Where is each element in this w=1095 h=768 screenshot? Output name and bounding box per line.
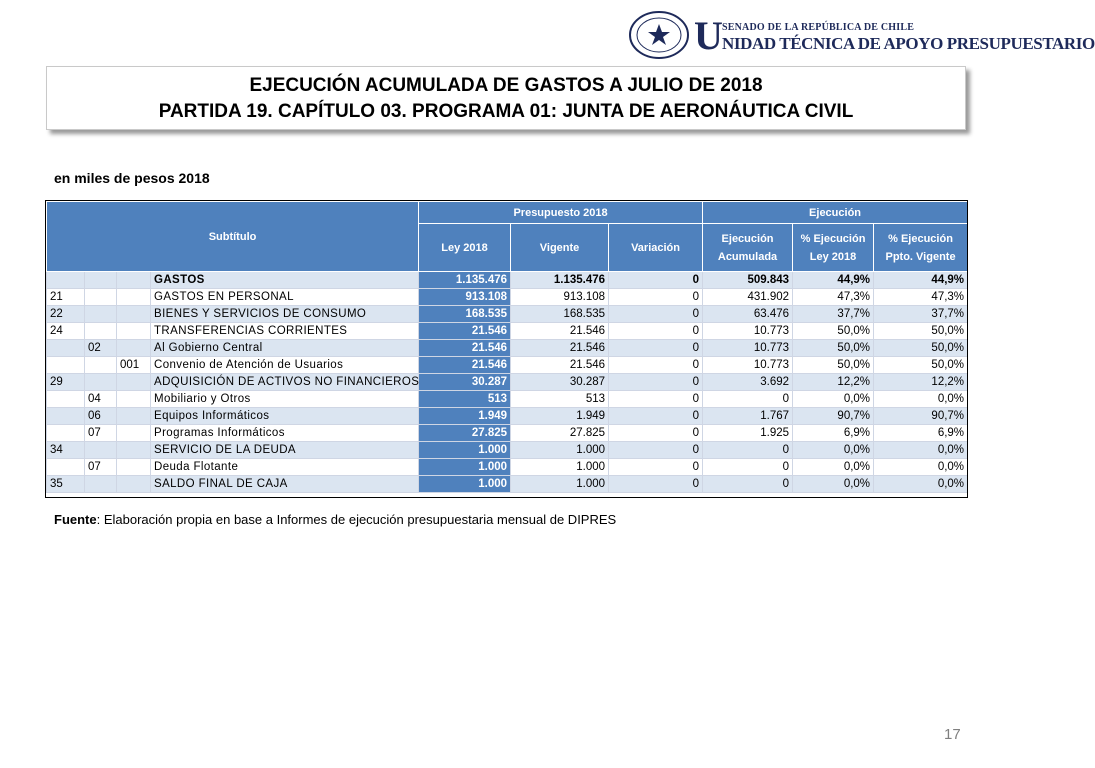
pct-ley-cell: 37,7% (793, 306, 874, 323)
ejecucion-cell: 10.773 (703, 323, 793, 340)
description-cell: Convenio de Atención de Usuarios (151, 357, 419, 374)
pct-ley-cell: 47,3% (793, 289, 874, 306)
ejecucion-cell: 10.773 (703, 357, 793, 374)
asignacion-cell: 001 (117, 357, 151, 374)
ley-cell: 21.546 (419, 357, 511, 374)
table-row (47, 408, 968, 425)
table-row (47, 323, 968, 340)
variacion-cell: 0 (609, 357, 703, 374)
ejecucion-cell: 0 (703, 459, 793, 476)
ejecucion-cell: 3.692 (703, 374, 793, 391)
vigente-cell: 21.546 (511, 340, 609, 357)
vigente-cell: 1.000 (511, 442, 609, 459)
asignacion-cell (117, 374, 151, 391)
description-cell: TRANSFERENCIAS CORRIENTES (151, 323, 419, 340)
subtitulo-cell (47, 391, 85, 408)
item-cell (85, 357, 117, 374)
item-cell: 07 (85, 459, 117, 476)
asignacion-cell (117, 442, 151, 459)
item-cell (85, 374, 117, 391)
pct-ley-cell: 0,0% (793, 442, 874, 459)
pct-ley-cell: 12,2% (793, 374, 874, 391)
pct-vigente-cell: 90,7% (874, 408, 968, 425)
item-cell: 04 (85, 391, 117, 408)
senate-seal-icon (628, 10, 690, 60)
table-row (47, 391, 968, 408)
table-row (47, 442, 968, 459)
logo-senate-name: SENADO DE LA REPÚBLICA DE CHILE (722, 22, 915, 33)
table-row (47, 459, 968, 476)
vigente-cell: 513 (511, 391, 609, 408)
ley-cell: 1.949 (419, 408, 511, 425)
col-header-presupuesto: Presupuesto 2018 (419, 202, 703, 224)
budget-table (46, 201, 968, 493)
pct-ley-cell: 0,0% (793, 476, 874, 493)
ejecucion-cell: 431.902 (703, 289, 793, 306)
vigente-cell: 1.000 (511, 459, 609, 476)
asignacion-cell (117, 459, 151, 476)
ejecucion-cell: 0 (703, 442, 793, 459)
ley-cell: 913.108 (419, 289, 511, 306)
table-row (47, 272, 968, 289)
col-header-pct-vigente (874, 224, 968, 272)
pct-vigente-cell: 50,0% (874, 340, 968, 357)
variacion-cell: 0 (609, 323, 703, 340)
item-cell (85, 306, 117, 323)
asignacion-cell (117, 306, 151, 323)
vigente-cell: 21.546 (511, 323, 609, 340)
col-header-subtitulo: Subtítulo (47, 202, 419, 272)
col-header-ejec-acum-line1: Ejecución (721, 232, 774, 245)
ley-cell: 513 (419, 391, 511, 408)
table-header (47, 202, 968, 272)
asignacion-cell (117, 272, 151, 289)
ejecucion-cell: 509.843 (703, 272, 793, 289)
item-cell: 07 (85, 425, 117, 442)
variacion-cell: 0 (609, 391, 703, 408)
variacion-cell: 0 (609, 289, 703, 306)
units-label: en miles de pesos 2018 (54, 170, 210, 186)
pct-vigente-cell: 37,7% (874, 306, 968, 323)
pct-vigente-cell: 0,0% (874, 476, 968, 493)
subtitulo-cell (47, 357, 85, 374)
col-header-ejec-acum-line2: Acumulada (717, 250, 778, 263)
pct-vigente-cell: 0,0% (874, 459, 968, 476)
asignacion-cell (117, 289, 151, 306)
logo-unit-name: NIDAD TÉCNICA DE APOYO PRESUPUESTARIO (722, 34, 1095, 53)
pct-vigente-cell: 50,0% (874, 323, 968, 340)
col-header-ley: Ley 2018 (419, 224, 511, 272)
variacion-cell: 0 (609, 306, 703, 323)
col-header-pct-vig-line2: Ppto. Vigente (885, 250, 956, 263)
description-cell: Equipos Informáticos (151, 408, 419, 425)
vigente-cell: 1.949 (511, 408, 609, 425)
description-cell: Deuda Flotante (151, 459, 419, 476)
pct-vigente-cell: 12,2% (874, 374, 968, 391)
ley-cell: 21.546 (419, 323, 511, 340)
variacion-cell: 0 (609, 476, 703, 493)
pct-vigente-cell: 50,0% (874, 357, 968, 374)
description-cell: ADQUISICIÓN DE ACTIVOS NO FINANCIEROS (151, 374, 419, 391)
pct-ley-cell: 50,0% (793, 340, 874, 357)
table-body (47, 272, 968, 493)
col-header-ejecucion-acumulada (703, 224, 793, 272)
vigente-cell: 1.000 (511, 476, 609, 493)
item-cell (85, 442, 117, 459)
item-cell (85, 323, 117, 340)
pct-vigente-cell: 0,0% (874, 391, 968, 408)
ley-cell: 30.287 (419, 374, 511, 391)
item-cell (85, 272, 117, 289)
item-cell: 02 (85, 340, 117, 357)
col-header-pct-ley (793, 224, 874, 272)
table-row (47, 306, 968, 323)
ley-cell: 1.135.476 (419, 272, 511, 289)
subtitulo-cell (47, 408, 85, 425)
vigente-cell: 21.546 (511, 357, 609, 374)
senate-logo (628, 10, 1095, 60)
col-header-pct-vig-line1: % Ejecución (888, 232, 953, 245)
col-header-variacion: Variación (609, 224, 703, 272)
variacion-cell: 0 (609, 272, 703, 289)
subtitulo-cell: 24 (47, 323, 85, 340)
subtitulo-cell (47, 340, 85, 357)
table-row (47, 476, 968, 493)
vigente-cell: 168.535 (511, 306, 609, 323)
subtitulo-cell: 34 (47, 442, 85, 459)
vigente-cell: 913.108 (511, 289, 609, 306)
variacion-cell: 0 (609, 425, 703, 442)
ejecucion-cell: 1.925 (703, 425, 793, 442)
asignacion-cell (117, 408, 151, 425)
variacion-cell: 0 (609, 374, 703, 391)
description-cell: SALDO FINAL DE CAJA (151, 476, 419, 493)
ejecucion-cell: 0 (703, 391, 793, 408)
vigente-cell: 27.825 (511, 425, 609, 442)
subtitulo-cell (47, 425, 85, 442)
table-row (47, 374, 968, 391)
subtitulo-cell: 29 (47, 374, 85, 391)
asignacion-cell (117, 340, 151, 357)
pct-ley-cell: 50,0% (793, 357, 874, 374)
vigente-cell: 1.135.476 (511, 272, 609, 289)
pct-ley-cell: 50,0% (793, 323, 874, 340)
variacion-cell: 0 (609, 408, 703, 425)
variacion-cell: 0 (609, 340, 703, 357)
description-cell: GASTOS (151, 272, 419, 289)
pct-ley-cell: 44,9% (793, 272, 874, 289)
asignacion-cell (117, 323, 151, 340)
pct-vigente-cell: 47,3% (874, 289, 968, 306)
table-row (47, 340, 968, 357)
pct-ley-cell: 90,7% (793, 408, 874, 425)
asignacion-cell (117, 425, 151, 442)
source-label: Fuente (54, 512, 97, 527)
pct-ley-cell: 0,0% (793, 391, 874, 408)
logo-initial: U (694, 13, 723, 58)
title-box (46, 66, 966, 130)
description-cell: BIENES Y SERVICIOS DE CONSUMO (151, 306, 419, 323)
variacion-cell: 0 (609, 459, 703, 476)
subtitulo-cell (47, 272, 85, 289)
asignacion-cell (117, 391, 151, 408)
ejecucion-cell: 0 (703, 476, 793, 493)
pct-vigente-cell: 0,0% (874, 442, 968, 459)
asignacion-cell (117, 476, 151, 493)
item-cell (85, 289, 117, 306)
pct-ley-cell: 6,9% (793, 425, 874, 442)
source-note (54, 512, 616, 527)
col-header-pct-ley-line1: % Ejecución (800, 232, 866, 245)
subtitulo-cell: 21 (47, 289, 85, 306)
ejecucion-cell: 63.476 (703, 306, 793, 323)
subtitulo-cell: 35 (47, 476, 85, 493)
col-header-pct-ley-line2: Ley 2018 (809, 250, 857, 263)
table-row (47, 425, 968, 442)
page-subtitle: PARTIDA 19. CAPÍTULO 03. PROGRAMA 01: JUNTA DE AERONÁUTICA CIVIL (158, 101, 854, 122)
description-cell: Programas Informáticos (151, 425, 419, 442)
ley-cell: 168.535 (419, 306, 511, 323)
ejecucion-cell: 10.773 (703, 340, 793, 357)
page-number: 17 (944, 726, 961, 743)
page-title: EJECUCIÓN ACUMULADA DE GASTOS A JULIO DE 2018 (249, 75, 763, 96)
pct-vigente-cell: 44,9% (874, 272, 968, 289)
col-header-vigente: Vigente (511, 224, 609, 272)
ley-cell: 1.000 (419, 459, 511, 476)
description-cell: GASTOS EN PERSONAL (151, 289, 419, 306)
pct-vigente-cell: 6,9% (874, 425, 968, 442)
ley-cell: 21.546 (419, 340, 511, 357)
table-row (47, 357, 968, 374)
ejecucion-cell: 1.767 (703, 408, 793, 425)
vigente-cell: 30.287 (511, 374, 609, 391)
ley-cell: 1.000 (419, 442, 511, 459)
pct-ley-cell: 0,0% (793, 459, 874, 476)
source-text: : Elaboración propia en base a Informes de ejecución presupuestaria mensual de DIPRES (96, 512, 617, 527)
item-cell (85, 476, 117, 493)
table-row (47, 289, 968, 306)
subtitulo-cell (47, 459, 85, 476)
ley-cell: 1.000 (419, 476, 511, 493)
col-header-ejecucion: Ejecución (703, 202, 968, 224)
description-cell: Mobiliario y Otros (151, 391, 419, 408)
subtitulo-cell: 22 (47, 306, 85, 323)
description-cell: SERVICIO DE LA DEUDA (151, 442, 419, 459)
variacion-cell: 0 (609, 442, 703, 459)
description-cell: Al Gobierno Central (151, 340, 419, 357)
item-cell: 06 (85, 408, 117, 425)
ley-cell: 27.825 (419, 425, 511, 442)
